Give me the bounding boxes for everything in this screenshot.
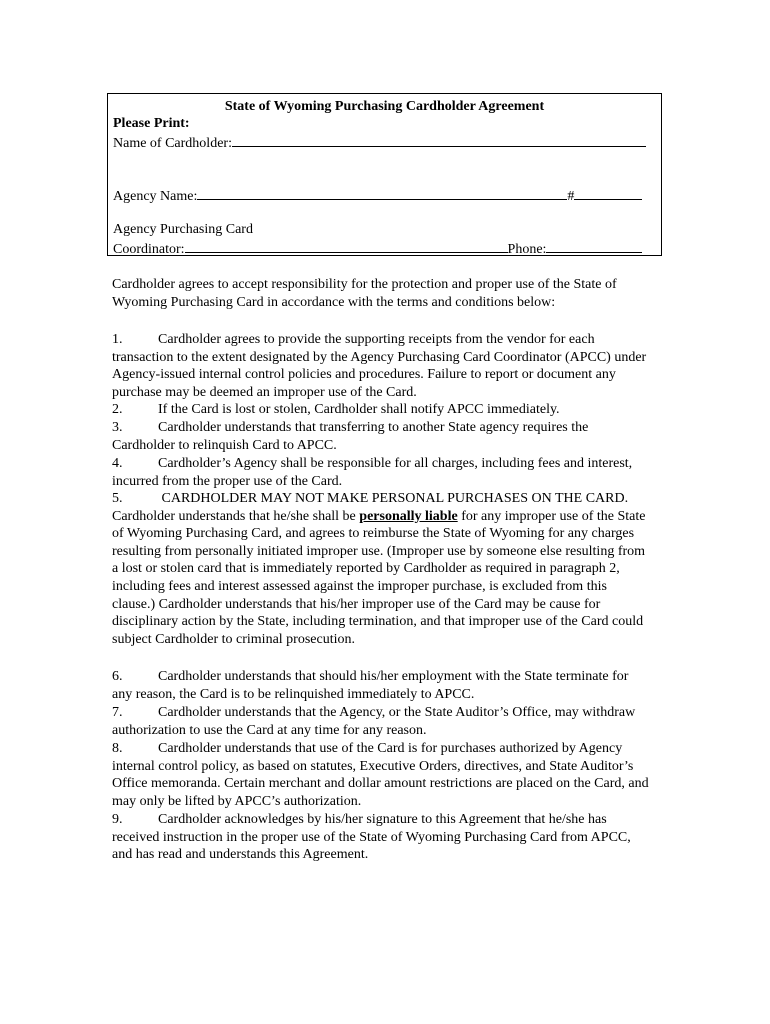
term-item-4: 4. Cardholder’s Agency shall be responsible for all charges, including fees and interest, incurred from the proper use of the Card. (112, 456, 633, 489)
cardholder-info-box (107, 93, 662, 256)
term-item-8: 8. Cardholder understands that use of the Card is for purchases authorized by Agency internal control policy, as based on statutes, Executive Orders, directives, and State Auditor’s Office memoranda. Certain merchant and dollar amount restrictions are placed on the Card, and may only be lifted by APCC’s authorization. (112, 741, 649, 809)
agency-number-label: # (567, 189, 575, 204)
personally-liable-emphasis: personally liable (359, 508, 458, 524)
apcc-label-line-1: Agency Purchasing Card (113, 222, 253, 237)
cardholder-name-label: Name of Cardholder: (113, 136, 232, 151)
term-item-1: 1. Cardholder agrees to provide the supporting receipts from the vendor for each transaction to the extent designated by the Agency Purchasing Card Coordinator (APCC) under Agency-issued internal control policies and procedures. Failure to report or document any purchase may be deemed an improper use of the Card. (112, 332, 647, 400)
term-item-9: 9. Cardholder acknowledges by his/her signature to this Agreement that he/she has received instruction in the proper use of the State of Wyoming Purchasing Card from APCC, and has read and understands this Agreement. (112, 812, 631, 863)
phone-field[interactable] (546, 239, 642, 253)
term-item-3: 3. Cardholder understands that transferring to another State agency requires the Cardholder to relinquish Card to APCC. (112, 420, 589, 453)
form-title: State of Wyoming Purchasing Cardholder Agreement (224, 99, 545, 114)
agency-name-field[interactable] (197, 186, 567, 200)
agency-name-label: Agency Name: (113, 189, 198, 204)
apcc-field[interactable] (185, 239, 508, 253)
apcc-row (113, 239, 642, 259)
cardholder-name-row (113, 133, 646, 153)
phone-label: Phone: (507, 242, 547, 257)
term-item-6: 6. Cardholder understands that should his/her employment with the State terminate for any reason, the Card is to be relinquished immediately to APCC. (112, 669, 629, 702)
term-item-7: 7. Cardholder understands that the Agency, or the State Auditor’s Office, may withdraw authorization to use the Card at any time for any reason. (112, 705, 636, 738)
cardholder-name-field[interactable] (232, 133, 646, 147)
agency-name-row (113, 186, 642, 206)
please-print-label: Please Print: (113, 116, 190, 131)
intro-paragraph: Cardholder agrees to accept responsibility for the protection and proper use of the State of Wyoming Purchasing Card in accordance with the terms and conditions below: (112, 277, 617, 310)
term-item-5: 5. CARDHOLDER MAY NOT MAKE PERSONAL PURCHASES ON THE CARD. Cardholder understands that he/she shall be personally liable for any improper use of the State of Wyoming Purchasing Card, and agrees to reimburse the State of Wyoming for any charges resulting from personally initiated improper use. (Improper use by someone else resulting from a lost or stolen card that is immediately reported by Cardholder as required in paragraph 2, including fees and interest assessed against the improper purchase, is excluded from this clause.) Cardholder understands that his/her improper use of the Card may be cause for disciplinary action by the State, including termination, and that improper use of the Card could subject Cardholder to criminal prosecution. (112, 491, 646, 647)
agency-number-field[interactable] (574, 186, 642, 200)
apcc-label-line-2: Coordinator: (113, 242, 185, 257)
term-item-2: 2. If the Card is lost or stolen, Cardholder shall notify APCC immediately. (112, 402, 560, 417)
